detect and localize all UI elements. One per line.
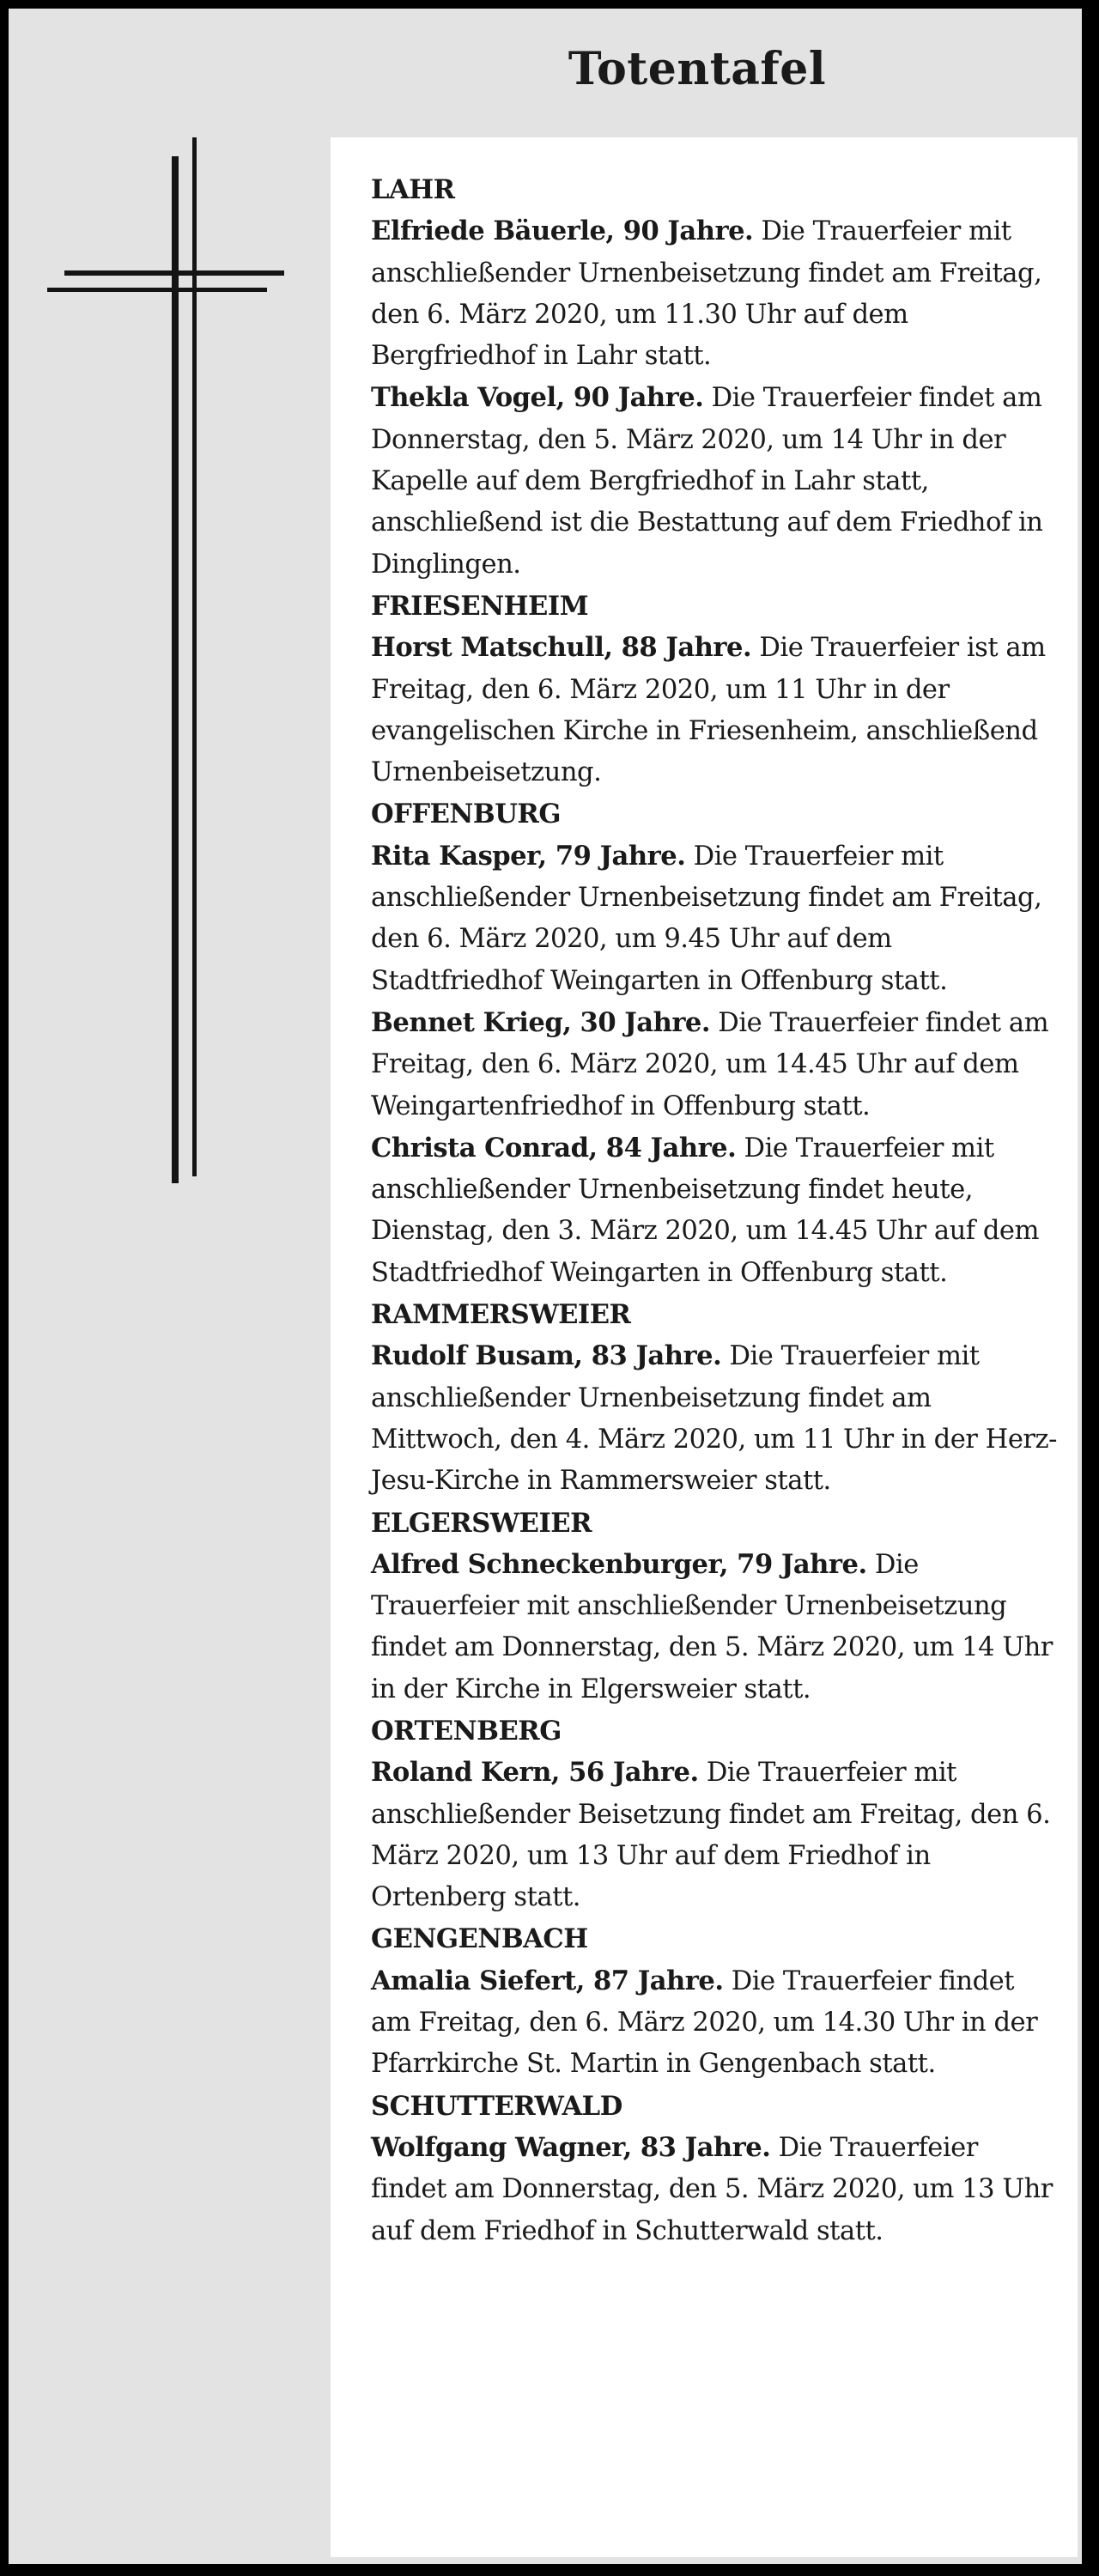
section-rammersweier — [371, 1294, 1058, 1502]
obituary-entry — [371, 1335, 1058, 1502]
entry-text: Die Trauerfeier findet am Donnerstag, den 5. März 2020, um 13 Uhr auf dem Friedhof in Schutterwald statt. — [371, 2132, 1053, 2246]
deceased-name: Amalia Siefert, 87 Jahre. — [371, 1965, 724, 1996]
deceased-name: Christa Conrad, 84 Jahre. — [371, 1132, 737, 1163]
entry-text: Die Trauerfeier mit anschließender Urnenbeisetzung findet am Freitag, den 6. März 2020, um 11.30 Uhr auf dem Bergfriedhof in Lahr statt. — [371, 216, 1042, 372]
entry-text: Die Trauerfeier ist am Freitag, den 6. März 2020, um 11 Uhr in der evangelischen Kirche in Friesenheim, anschließend Urnenbeisetzung. — [371, 633, 1046, 788]
obituary-entry — [371, 210, 1058, 377]
entry-text: Die Trauerfeier mit anschließender Urnenbeisetzung findet am Donnerstag, den 5. März 2020, um 14 Uhr in der Kirche in Elgersweier statt. — [371, 1549, 1053, 1704]
deceased-name: Rudolf Busam, 83 Jahre. — [371, 1340, 722, 1372]
section-heading: OFFENBURG — [371, 799, 561, 830]
obituary-entry — [371, 1960, 1058, 2086]
entry-text: Die Trauerfeier mit anschließender Urnenbeisetzung findet am Mittwoch, den 4. März 2020, um 11 Uhr in der Herz-Jesu-Kirche in Rammersweier statt. — [371, 1341, 1058, 1497]
obituary-entry — [371, 2127, 1058, 2252]
deceased-name: Roland Kern, 56 Jahre. — [371, 1757, 699, 1789]
section-ortenberg — [371, 1710, 1058, 1918]
section-offenburg — [371, 793, 1058, 1294]
deceased-name: Wolfgang Wagner, 83 Jahre. — [371, 2131, 771, 2163]
obituary-entry — [371, 1127, 1058, 1294]
obituary-entry — [371, 835, 1058, 1002]
section-schutterwald — [371, 2086, 1058, 2252]
section-heading: LAHR — [371, 174, 455, 205]
deceased-name: Thekla Vogel, 90 Jahre. — [371, 382, 704, 414]
entry-text: Die Trauerfeier findet am Donnerstag, den 5. März 2020, um 14 Uhr in der Kapelle auf dem Bergfriedhof in Lahr statt, anschließend ist die Bestattung auf dem Friedhof in Dinglingen. — [371, 383, 1043, 580]
section-heading: SCHUTTERWALD — [371, 2090, 622, 2122]
obituary-entry — [371, 1544, 1058, 1710]
section-gengenbach — [371, 1918, 1058, 2085]
obituary-entry — [371, 1002, 1058, 1127]
obituary-entry — [371, 377, 1058, 585]
section-elgersweier — [371, 1503, 1058, 1710]
deceased-name: Elfriede Bäuerle, 90 Jahre. — [371, 216, 754, 247]
entry-text: Die Trauerfeier findet am Freitag, den 6. März 2020, um 14.30 Uhr in der Pfarrkirche St. Martin in Gengenbach statt. — [371, 1965, 1038, 2080]
obituary-list — [371, 169, 1058, 2252]
entry-text: Die Trauerfeier mit anschließender Urnenbeisetzung findet heute, Dienstag, den 3. März 2020, um 14.45 Uhr auf dem Stadtfriedhof Weingarten in Offenburg statt. — [371, 1133, 1040, 1288]
entry-text: Die Trauerfeier findet am Freitag, den 6. März 2020, um 14.45 Uhr auf dem Weingartenfriedhof in Offenburg statt. — [371, 1007, 1049, 1121]
section-heading: RAMMERSWEIER — [371, 1299, 631, 1331]
deceased-name: Bennet Krieg, 30 Jahre. — [371, 1006, 711, 1038]
section-heading: FRIESENHEIM — [371, 590, 589, 622]
section-heading: GENGENBACH — [371, 1923, 588, 1955]
page-title: Totentafel — [568, 43, 827, 95]
section-lahr — [371, 169, 1058, 586]
entry-text: Die Trauerfeier mit anschließender Beisetzung findet am Freitag, den 6. März 2020, um 13 Uhr auf dem Friedhof in Ortenberg statt. — [371, 1758, 1051, 1913]
obituary-entry — [371, 1752, 1058, 1918]
obituary-entry — [371, 627, 1058, 793]
entry-text: Die Trauerfeier mit anschließender Urnenbeisetzung findet am Freitag, den 6. März 2020, um 9.45 Uhr auf dem Stadtfriedhof Weingarten in Offenburg statt. — [371, 841, 1042, 996]
deceased-name: Rita Kasper, 79 Jahre. — [371, 840, 686, 872]
section-heading: ORTENBERG — [371, 1715, 562, 1747]
deceased-name: Horst Matschull, 88 Jahre. — [371, 632, 752, 664]
section-heading: ELGERSWEIER — [371, 1507, 592, 1539]
deceased-name: Alfred Schneckenburger, 79 Jahre. — [371, 1548, 867, 1580]
section-friesenheim — [371, 586, 1058, 793]
